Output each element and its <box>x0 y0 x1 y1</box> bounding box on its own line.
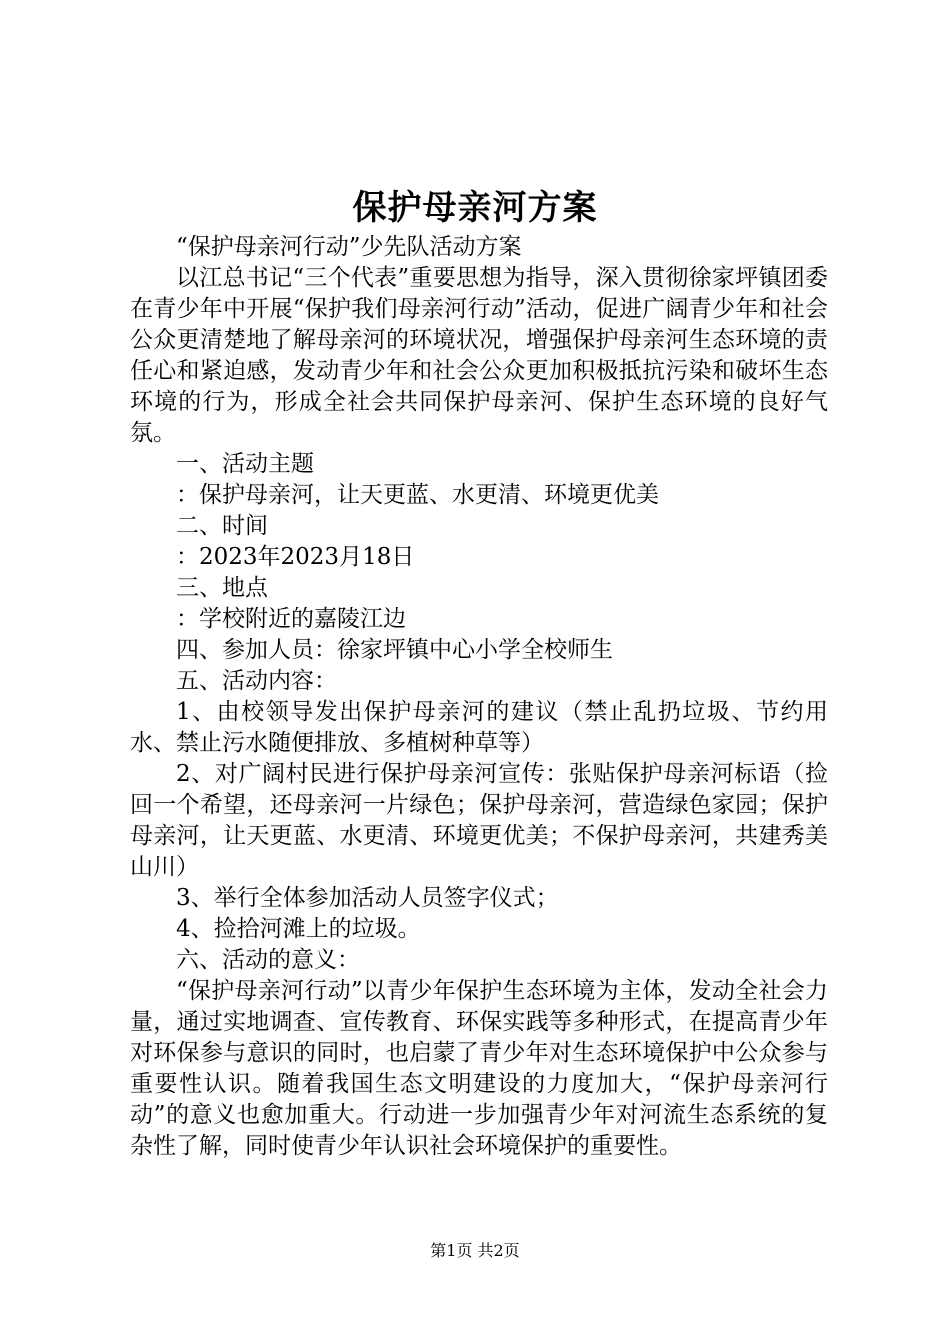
section-heading-significance: 六、活动的意义： <box>176 947 360 973</box>
paragraph-time: ：2023年2023月18日 <box>176 544 415 570</box>
paragraph-location: ：学校附近的嘉陵江边 <box>176 606 406 632</box>
section-heading-content: 五、活动内容： <box>176 668 337 694</box>
paragraph-intro: 以江总书记“三个代表”重要思想为指导，深入贯彻徐家坪镇团委在青少年中开展“保护我们母亲河行动”活动，促进广阔青少年和社会公众更清楚地了解母亲河的环境状况，增强保护母亲河生态环境的责任心和紧迫感，发动青少年和社会公众更加积极抵抗污染和破坏生态环境的行为，形成全社会共同保护母亲河、保护生态环境的良好气氛。 <box>130 265 828 446</box>
section-heading-time: 二、时间 <box>176 513 268 539</box>
document-body <box>130 232 828 1162</box>
section-heading-theme: 一、活动主题 <box>176 451 314 477</box>
paragraph-significance: “保护母亲河行动”以青少年保护生态环境为主体，发动全社会力量，通过实地调查、宣传教育、环保实践等多种形式，在提高青少年对环保参与意识的同时，也启蒙了青少年对生态环境保护中公众参与重要性认识。随着我国生态文明建设的力度加大，“保护母亲河行动”的意义也愈加重大。行动进一步加强青少年对河流生态系统的复杂性了解，同时使青少年认识社会环境保护的重要性。 <box>130 978 828 1159</box>
paragraph-theme: ：保护母亲河，让天更蓝、水更清、环境更优美 <box>176 482 659 508</box>
list-item-content-4: 4、捡拾河滩上的垃圾。 <box>176 916 421 942</box>
document-title: 保护母亲河方案 <box>352 188 598 228</box>
paragraph-subtitle: “保护母亲河行动”少先队活动方案 <box>176 234 522 260</box>
list-item-content-2: 2、对广阔村民进行保护母亲河宣传：张贴保护母亲河标语（捡回一个希望，还母亲河一片绿色；保护母亲河，营造绿色家园；保护母亲河，让天更蓝、水更清、环境更优美；不保护母亲河，共建秀美山川） <box>130 761 828 880</box>
section-heading-location: 三、地点 <box>176 575 268 601</box>
paragraph-participants: 四、参加人员：徐家坪镇中心小学全校师生 <box>176 637 613 663</box>
list-item-content-3: 3、举行全体参加活动人员签字仪式； <box>176 885 559 911</box>
page-number-footer: 第1页 共2页 <box>430 1241 520 1260</box>
list-item-content-1: 1、由校领导发出保护母亲河的建议（禁止乱扔垃圾、节约用水、禁止污水随便排放、多植树种草等） <box>130 699 828 756</box>
